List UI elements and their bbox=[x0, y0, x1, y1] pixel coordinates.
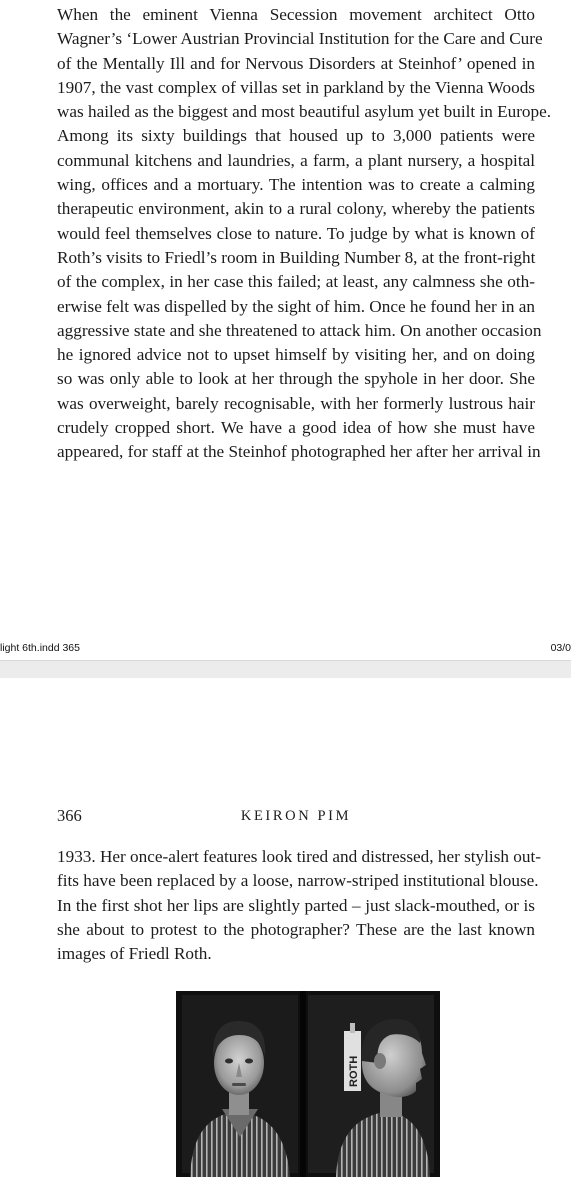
text-line: aggressive state and she threatened to attack him. On another occasion bbox=[57, 320, 542, 340]
mugshot-image bbox=[176, 991, 440, 1177]
body-paragraph bbox=[57, 845, 541, 966]
text-line: 1907, the vast complex of villas set in parkland by the Vienna Woods bbox=[57, 77, 535, 97]
text-line: so was only able to look at her through the spyhole in her door. She bbox=[57, 369, 535, 389]
text-line: of the Mentally Ill and for Nervous Disorders at Steinhof’ opened in bbox=[57, 53, 535, 73]
text-line: In the first shot her lips are slightly parted – just slack-mouthed, or is bbox=[57, 895, 535, 915]
page-366 bbox=[0, 678, 571, 1200]
text-line: would feel themselves close to nature. To judge by what is known of bbox=[57, 223, 535, 243]
text-line: images of Friedl Roth. bbox=[57, 944, 212, 964]
text-line: was overweight, barely recognisable, with her formerly lustrous hair bbox=[57, 393, 535, 413]
text-line: erwise felt was dispelled by the sight of him. Once he found her in an bbox=[57, 296, 535, 316]
print-slug bbox=[0, 641, 571, 655]
text-line: he ignored advice not to upset himself by visiting her, and on doing bbox=[57, 345, 535, 365]
text-line: When the eminent Vienna Secession movement architect Otto bbox=[57, 5, 535, 24]
text-line: Roth’s visits to Friedl’s room in Building Number 8, at the front-right bbox=[57, 247, 536, 267]
text-line: crudely cropped short. We have a good idea of how she must have bbox=[57, 418, 535, 438]
author-running-head: KEIRON PIM bbox=[240, 808, 352, 824]
text-line: communal kitchens and laundries, a farm, a plant nursery, a hospital bbox=[57, 150, 535, 170]
body-paragraph bbox=[57, 3, 552, 465]
text-line: wing, offices and a mortuary. The intention was to create a calming bbox=[57, 175, 535, 195]
slug-filename: light 6th.indd 365 bbox=[0, 642, 80, 654]
running-head bbox=[57, 804, 535, 828]
text-line: she about to protest to the photographer? These are the last known bbox=[57, 919, 535, 939]
text-line: appeared, for staff at the Steinhof photographed her after her arrival in bbox=[57, 442, 541, 462]
page-separator bbox=[0, 660, 571, 679]
text-line: Wagner’s ‘Lower Austrian Provincial Institution for the Care and Cure bbox=[57, 29, 543, 49]
text-line: was hailed as the biggest and most beautiful asylum yet built in Europe. bbox=[57, 102, 552, 122]
text-line: therapeutic environment, akin to a rural colony, whereby the patients bbox=[57, 199, 535, 219]
text-line: Among its sixty buildings that housed up to 3,000 patients were bbox=[57, 126, 535, 146]
photo-name-tag: ROTH bbox=[348, 1055, 360, 1087]
text-line: 1933. Her once-alert features look tired and distressed, her stylish out- bbox=[57, 847, 541, 866]
text-line: fits have been replaced by a loose, narrow-striped institutional blouse. bbox=[57, 871, 539, 891]
mugshot-photograph bbox=[176, 991, 440, 1177]
page-number: 366 bbox=[57, 806, 82, 825]
slug-date: 03/0 bbox=[550, 642, 571, 654]
text-line: of the complex, in her case this failed; at least, any calmness she oth- bbox=[57, 272, 535, 292]
